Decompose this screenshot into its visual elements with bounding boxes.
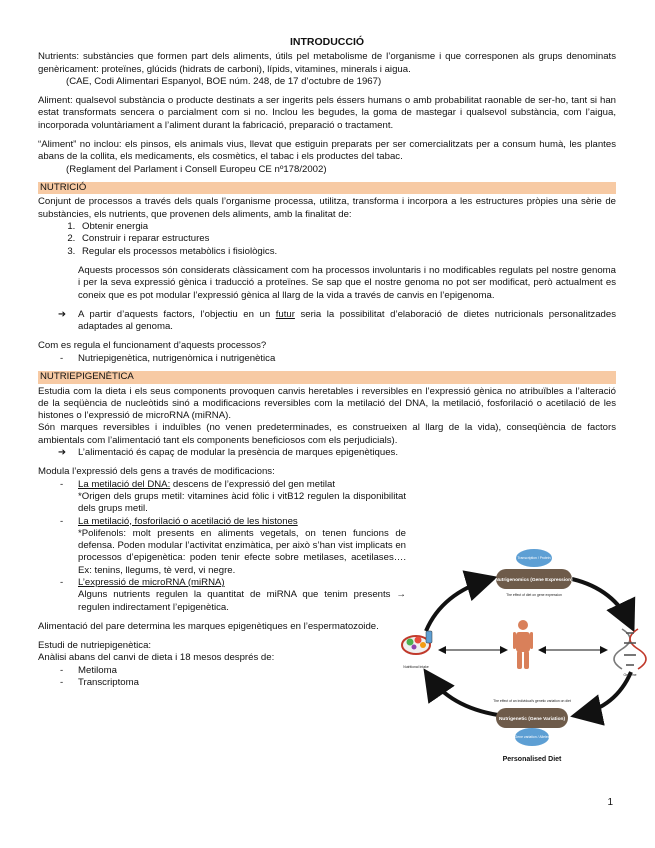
cycle-arrow-top-left	[426, 579, 490, 631]
nutriepigenetica-definition: Estudia com la dieta i els seus components provoquen canvis heretables i reversibles en l’expressió gènica no atribuïbles a l’alteració de la seqüència de nucleòtids sinó a modificacions reversibles com la metilació del DNA, la metilació, fosforilació o acetilació de les histones o l’expressió de microRNA (miRNA).	[38, 385, 616, 422]
diet-modulates-marks: ➔ L’alimentació és capaç de modular la presència de marques epigenètiques.	[58, 447, 398, 459]
modifications-column	[38, 466, 406, 633]
nutritional-intake-label: Nutritional Intake	[403, 665, 429, 669]
modifications-list	[38, 479, 406, 491]
paternal-diet-note: Alimentació del pare determina les marques epigenètiques en l’espermatozoide.	[38, 620, 379, 632]
list-item: - L’expressió de microRNA (miRNA)	[38, 577, 406, 589]
person-icon	[513, 620, 533, 669]
list-item: - Nutriepigenètica, nutrigenòmica i nutrigenètica	[38, 353, 616, 365]
nutrients-source: (CAE, Codi Alimentari Espanyol, BOE núm. 248, de 17 d’octubre de 1967)	[66, 75, 382, 87]
modification-detail: *Polifenols: molt presents en aliments vegetals, on tenen funcions de defensa. Poden modular l’activitat enzimàtica, per això s’han vist implicats en processos d’epigenètica: poden tenir efecte sobre metilases, acetilases…. Ex: tenins, llegums, tè verd, vi negre.	[78, 527, 406, 576]
page-title: INTRODUCCIÓ	[289, 36, 365, 48]
study-title: Estudi de nutriepigenètica:	[38, 640, 152, 652]
nutrients-definition: Nutrients: substàncies que formen part dels aliments, útils pel metabolisme de l’organisme i que corresponen als grups denominats genèricament: proteïnes, glúcids (hidrats de carboni), lípids, vitamines, minerals i aigua.	[38, 51, 616, 75]
nutricio-aims-list	[38, 221, 616, 258]
aliment-definition: Aliment: qualsevol substància o producte destinats a ser ingerits pels éssers humans o amb probabilitat raonable de ser-ho, tant si han estat transformats sencera o parcialment com si no. Inclou les begudes, la goma de mastegar i qualsevol substància, com l’aigua, incorporada voluntàriament a l’aliment durant la fabricació, preparació o tractament.	[38, 95, 616, 131]
section-heading-nutriepigenetica: NUTRIEPIGENÈTICA	[38, 371, 616, 384]
processes-note: Aquests processos són considerats clàssicament com ha processos involuntaris i no modificables regulats pel nostre genoma i per la seva expressió gènica i traducció a proteïnes. Se sap que el nostre genoma no pot ser modificat, però actualment es coneix que es pot modular l’expressió gènica al llarg de la vida a través de canvis en l’epigenoma.	[78, 264, 616, 301]
arrow-icon: ➔	[58, 447, 67, 459]
gene-variation-label: Gene variation / Alleles	[514, 735, 550, 739]
list-item: 3. Regular els processos metabòlics i fisiològics.	[78, 246, 616, 258]
transcription-label: Transcription / Protein	[517, 556, 551, 560]
nutrigenomics-label: Nutrigenomics (Gene Expression)	[495, 578, 573, 583]
study-description: Anàlisi abans del canvi de dieta i 18 mesos després de:	[38, 652, 275, 664]
cycle-arrow-top-right	[572, 579, 631, 625]
food-bowl-icon	[402, 631, 432, 654]
list-item: 2. Construir i reparar estructures	[78, 233, 616, 245]
cycle-arrow-bottom-left	[428, 675, 498, 715]
reversible-marks: Són marques reversibles i induïbles (no venen predeterminades, es construeixen al llarg de la vida), conseqüència de factors ambientals com l’alimentació tant els components beneficiosos com els perjudicials).	[38, 422, 616, 446]
regulation-question: Com es regula el funcionament d’aquests processos?	[38, 340, 267, 352]
page-number: 1	[607, 797, 613, 808]
diagram-svg	[400, 545, 655, 767]
modification-detail: Alguns nutrients regulen la quantitat de miRNA que tenim presents → regulen indirectament l’epigenètica.	[78, 589, 406, 613]
section-heading-nutricio: NUTRICIÓ	[38, 182, 616, 195]
modification-detail: *Origen dels grups metil: vitamines àcid fòlic i vitB12 regulen la disponibilitat dels grups metil.	[78, 490, 406, 515]
regulation-list	[38, 353, 616, 365]
genome-label: Genome	[623, 673, 637, 677]
diagram-caption: Personalised Diet	[502, 756, 562, 763]
cycle-arrow-bottom-right	[578, 672, 631, 715]
dna-helix-icon	[614, 629, 646, 669]
list-item: 1. Obtenir energia	[78, 221, 616, 233]
modifications-intro: Modula l’expressió dels gens a través de modificacions:	[38, 466, 275, 478]
nutrigenetic-label: Nutrigenetic (Gene Variation)	[498, 717, 566, 722]
underlined-word: futur	[275, 308, 295, 320]
list-item: - Metiloma	[38, 665, 616, 677]
aliment-exclusions-source: (Reglament del Parlament i Consell Europeu CE nº178/2002)	[66, 163, 327, 175]
nutrigenomics-caption: The effect of diet on gene expression	[506, 593, 562, 597]
nutricio-definition: Conjunt de processos a través dels quals l’organisme processa, utilitza, transforma i incorpora a les estructures pròpies una sèrie de substàncies, els nutrients, que provenen dels aliments, amb la finalitat de:	[38, 196, 616, 220]
list-item: - La metilació, fosforilació o acetilació de les histones	[38, 516, 406, 528]
arrow-icon: ➔	[58, 308, 67, 320]
nutrigenetic-caption: The effect of an individual’s genetic variation on diet	[493, 699, 571, 703]
aliment-exclusions: “Aliment” no inclou: els pinsos, els animals vius, llevat que estiguin preparats per ser comercialitzats per a consum humà, les plantes abans de la collita, els medicaments, els cosmètics, el tabac i els productes del tabac.	[38, 139, 616, 163]
personalised-diet-diagram	[400, 545, 655, 767]
list-item: - La metilació del DNA: descens de l’expressió del gen metilat	[38, 479, 406, 491]
future-goal: ➔ A partir d’aquests factors, l’objectiu en un futur seria la possibilitat d’elaboració de dietes nutricionals personalitzades adaptades al genoma.	[58, 308, 616, 333]
list-item: - Transcriptoma	[38, 677, 616, 689]
